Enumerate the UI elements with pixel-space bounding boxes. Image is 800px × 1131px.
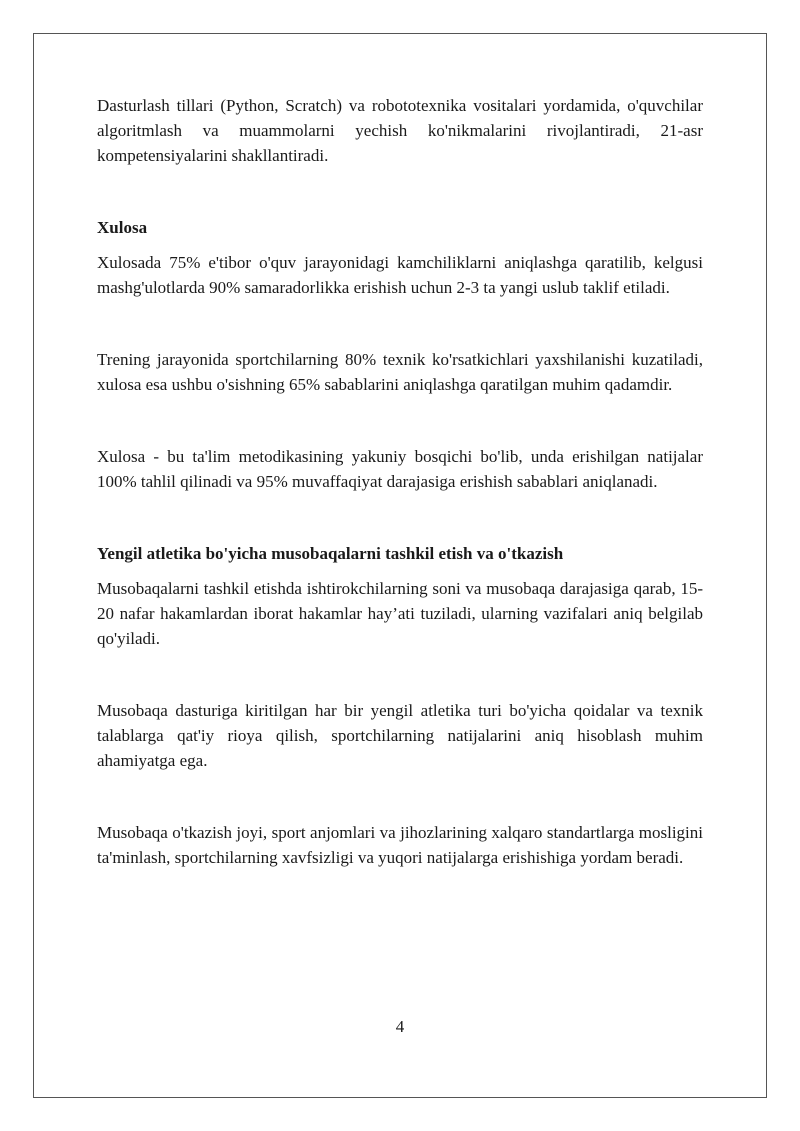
page-content [97, 93, 703, 870]
paragraph-competition-2: Musobaqa dasturiga kiritilgan har bir yengil atletika turi bo'yicha qoidalar va texnik talablarga qat'iy rioya qilish, sportchilarning natijalarini aniq hisoblash muhim ahamiyatga ega. [97, 701, 703, 770]
paragraph-xulosa-2: Trening jarayonida sportchilarning 80% texnik ko'rsatkichlari yaxshilanishi kuzatiladi, xulosa esa ushbu o'sishning 65% sabablarini aniqlashga qaratilgan muhim qadamdir. [97, 350, 703, 394]
heading-xulosa: Xulosa [97, 218, 148, 237]
heading-athletics-competitions: Yengil atletika bo'yicha musobaqalarni tashkil etish va o'tkazish [97, 544, 564, 563]
paragraph-competition-1: Musobaqalarni tashkil etishda ishtirokchilarning soni va musobaqa darajasiga qarab, 15-20 nafar hakamlardan iborat hakamlar hay’ati tuziladi, ularning vazifalari aniq belgilab qo'yiladi. [97, 579, 703, 648]
paragraph-xulosa-1: Xulosada 75% e'tibor o'quv jarayonidagi kamchiliklarni aniqlashga qaratilib, kelgusi mashg'ulotlarda 90% samaradorlikka erishish uchun 2-3 ta yangi uslub taklif etiladi. [97, 253, 703, 297]
paragraph-competition-3: Musobaqa o'tkazish joyi, sport anjomlari va jihozlarining xalqaro standartlarga mosligini ta'minlash, sportchilarning xavfsizligi va yuqori natijalarga erishishiga yordam beradi. [97, 823, 703, 867]
paragraph-programming: Dasturlash tillari (Python, Scratch) va robototexnika vositalari yordamida, o'quvchilar algoritmlash va muammolarni yechish ko'nikmalarini rivojlantiradi, 21-asr kompetensiyalarini shakllantiradi. [97, 96, 703, 165]
page-number: 4 [395, 1017, 405, 1036]
paragraph-xulosa-3: Xulosa - bu ta'lim metodikasining yakuniy bosqichi bo'lib, unda erishilgan natijalar 100% tahlil qilinadi va 95% muvaffaqiyat darajasiga erishish sabablari aniqlanadi. [97, 447, 703, 491]
